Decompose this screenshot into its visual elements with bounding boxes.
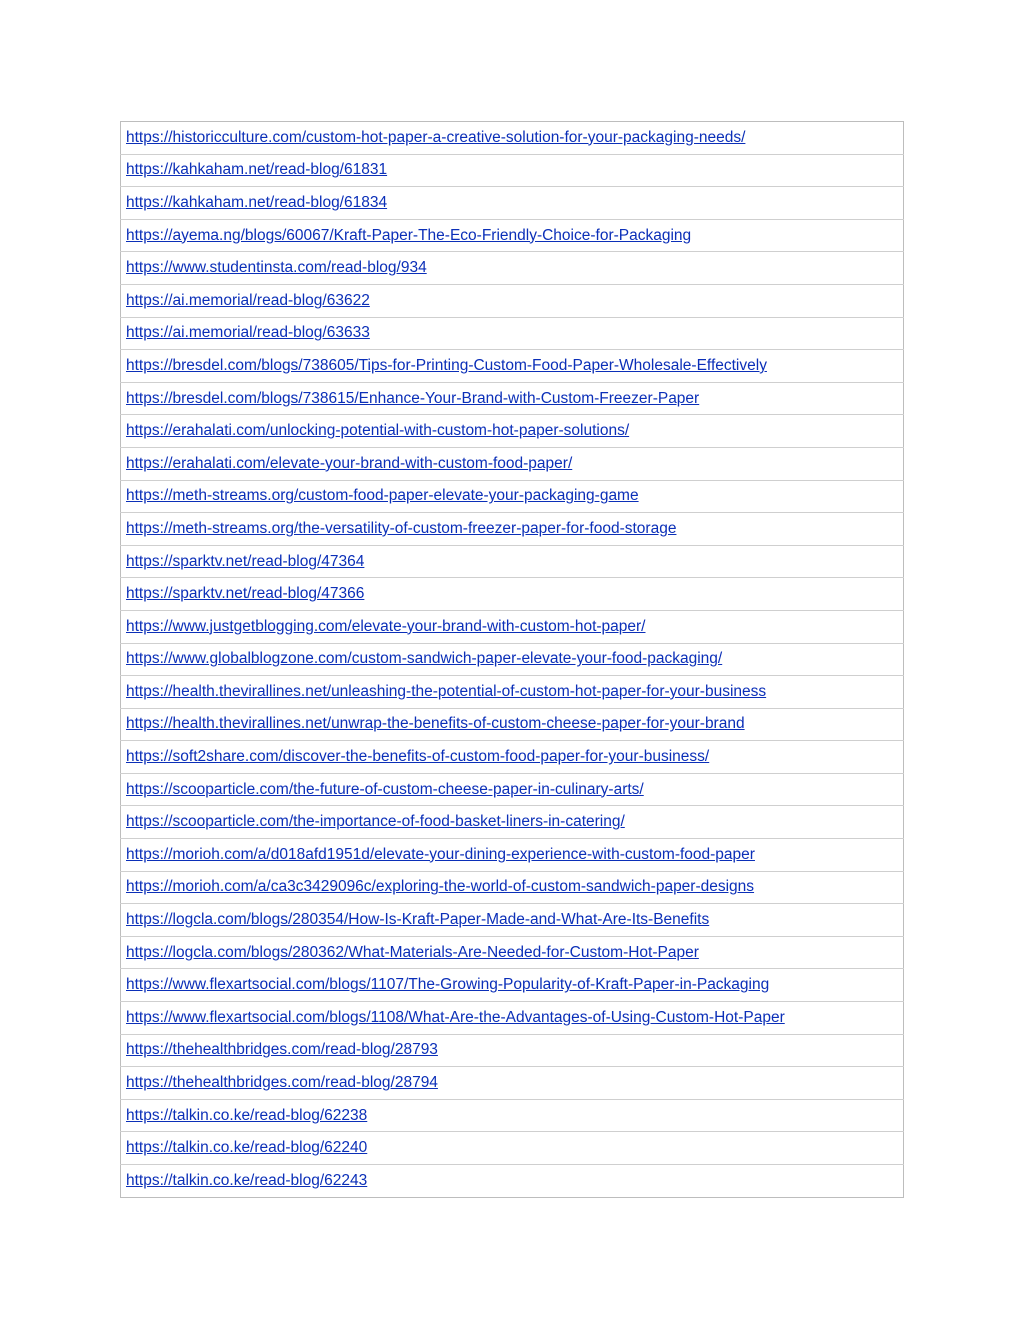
table-cell (121, 415, 904, 448)
table-cell (121, 545, 904, 578)
link[interactable]: https://kahkaham.net/read-blog/61834 (126, 193, 388, 211)
table-row (121, 741, 904, 774)
link-table-body (121, 122, 904, 1198)
link[interactable]: https://thehealthbridges.com/read-blog/28793 (126, 1041, 438, 1059)
table-row (121, 415, 904, 448)
link[interactable]: https://www.globalblogzone.com/custom-sandwich-paper-elevate-your-food-packaging/ (126, 650, 723, 668)
table-row (121, 1034, 904, 1067)
table-row (121, 871, 904, 904)
link[interactable]: https://ai.memorial/read-blog/63622 (126, 291, 370, 309)
link[interactable]: https://bresdel.com/blogs/738615/Enhance-Your-Brand-with-Custom-Freezer-Paper (126, 389, 700, 407)
table-cell (121, 773, 904, 806)
link[interactable]: https://meth-streams.org/the-versatility-of-custom-freezer-paper-for-food-storage (126, 519, 677, 537)
table-row (121, 936, 904, 969)
table-row (121, 513, 904, 546)
table-cell (121, 1132, 904, 1165)
link[interactable]: https://health.thevirallines.net/unleashing-the-potential-of-custom-hot-paper-for-your-business (126, 682, 767, 700)
table-row (121, 350, 904, 383)
table-cell (121, 154, 904, 187)
table-row (121, 969, 904, 1002)
table-cell (121, 871, 904, 904)
link[interactable]: https://talkin.co.ke/read-blog/62243 (126, 1171, 368, 1189)
table-cell (121, 1165, 904, 1198)
table-row (121, 252, 904, 285)
table-cell (121, 284, 904, 317)
table-cell (121, 480, 904, 513)
link[interactable]: https://soft2share.com/discover-the-benefits-of-custom-food-paper-for-your-business/ (126, 748, 710, 766)
link[interactable]: https://erahalati.com/unlocking-potential-with-custom-hot-paper-solutions/ (126, 422, 630, 440)
table-row (121, 904, 904, 937)
link[interactable]: https://meth-streams.org/custom-food-paper-elevate-your-packaging-game (126, 487, 639, 505)
table-row (121, 219, 904, 252)
link[interactable]: https://talkin.co.ke/read-blog/62238 (126, 1106, 368, 1124)
link[interactable]: https://erahalati.com/elevate-your-brand-with-custom-food-paper/ (126, 454, 573, 472)
link[interactable]: https://health.thevirallines.net/unwrap-the-benefits-of-custom-cheese-paper-for-your-brand (126, 715, 745, 733)
table-cell (121, 1099, 904, 1132)
table-cell (121, 447, 904, 480)
link[interactable]: https://kahkaham.net/read-blog/61831 (126, 161, 388, 179)
table-row (121, 187, 904, 220)
table-cell (121, 1002, 904, 1035)
table-cell (121, 317, 904, 350)
table-cell (121, 1067, 904, 1100)
table-row (121, 1099, 904, 1132)
table-cell (121, 122, 904, 155)
link[interactable]: https://www.justgetblogging.com/elevate-your-brand-with-custom-hot-paper/ (126, 617, 646, 635)
table-row (121, 545, 904, 578)
table-cell (121, 904, 904, 937)
link[interactable]: https://logcla.com/blogs/280354/How-Is-Kraft-Paper-Made-and-What-Are-Its-Benefits (126, 911, 710, 929)
link[interactable]: https://www.flexartsocial.com/blogs/1108/What-Are-the-Advantages-of-Using-Custom-Hot-Paper (126, 1008, 785, 1026)
link[interactable]: https://historicculture.com/custom-hot-paper-a-creative-solution-for-your-packaging-needs/ (126, 128, 746, 146)
link[interactable]: https://www.flexartsocial.com/blogs/1107/The-Growing-Popularity-of-Kraft-Paper-in-Packaging (126, 976, 770, 994)
table-cell (121, 382, 904, 415)
table-cell (121, 187, 904, 220)
table-cell (121, 643, 904, 676)
table-row (121, 284, 904, 317)
link[interactable]: https://ayema.ng/blogs/60067/Kraft-Paper-The-Eco-Friendly-Choice-for-Packaging (126, 226, 692, 244)
link[interactable]: https://bresdel.com/blogs/738605/Tips-for-Printing-Custom-Food-Paper-Wholesale-Effectively (126, 356, 767, 374)
table-cell (121, 741, 904, 774)
table-row (121, 154, 904, 187)
table-row (121, 122, 904, 155)
table-cell (121, 578, 904, 611)
table-cell (121, 969, 904, 1002)
link[interactable]: https://scooparticle.com/the-future-of-custom-cheese-paper-in-culinary-arts/ (126, 780, 644, 798)
table-row (121, 1067, 904, 1100)
link[interactable]: https://ai.memorial/read-blog/63633 (126, 324, 370, 342)
table-row (121, 708, 904, 741)
table-cell (121, 1034, 904, 1067)
link[interactable]: https://morioh.com/a/d018afd1951d/elevate-your-dining-experience-with-custom-food-paper (126, 845, 755, 863)
link[interactable]: https://sparktv.net/read-blog/47364 (126, 552, 365, 570)
table-row (121, 643, 904, 676)
table-cell (121, 350, 904, 383)
table-cell (121, 513, 904, 546)
table-row (121, 1002, 904, 1035)
link[interactable]: https://talkin.co.ke/read-blog/62240 (126, 1139, 368, 1157)
link[interactable]: https://thehealthbridges.com/read-blog/28794 (126, 1074, 438, 1092)
table-row (121, 806, 904, 839)
table-cell (121, 252, 904, 285)
link[interactable]: https://morioh.com/a/ca3c3429096c/exploring-the-world-of-custom-sandwich-paper-designs (126, 878, 755, 896)
table-row (121, 839, 904, 872)
table-row (121, 480, 904, 513)
table-row (121, 610, 904, 643)
link-table (120, 121, 904, 1198)
table-cell (121, 610, 904, 643)
link[interactable]: https://www.studentinsta.com/read-blog/934 (126, 259, 427, 277)
link[interactable]: https://logcla.com/blogs/280362/What-Materials-Are-Needed-for-Custom-Hot-Paper (126, 943, 699, 961)
table-row (121, 447, 904, 480)
table-row (121, 578, 904, 611)
table-row (121, 1165, 904, 1198)
link[interactable]: https://scooparticle.com/the-importance-of-food-basket-liners-in-catering/ (126, 813, 625, 831)
table-row (121, 676, 904, 709)
table-cell (121, 806, 904, 839)
table-row (121, 773, 904, 806)
table-row (121, 317, 904, 350)
table-cell (121, 708, 904, 741)
table-cell (121, 936, 904, 969)
table-cell (121, 219, 904, 252)
table-cell (121, 839, 904, 872)
table-row (121, 382, 904, 415)
link[interactable]: https://sparktv.net/read-blog/47366 (126, 585, 365, 603)
table-row (121, 1132, 904, 1165)
table-cell (121, 676, 904, 709)
